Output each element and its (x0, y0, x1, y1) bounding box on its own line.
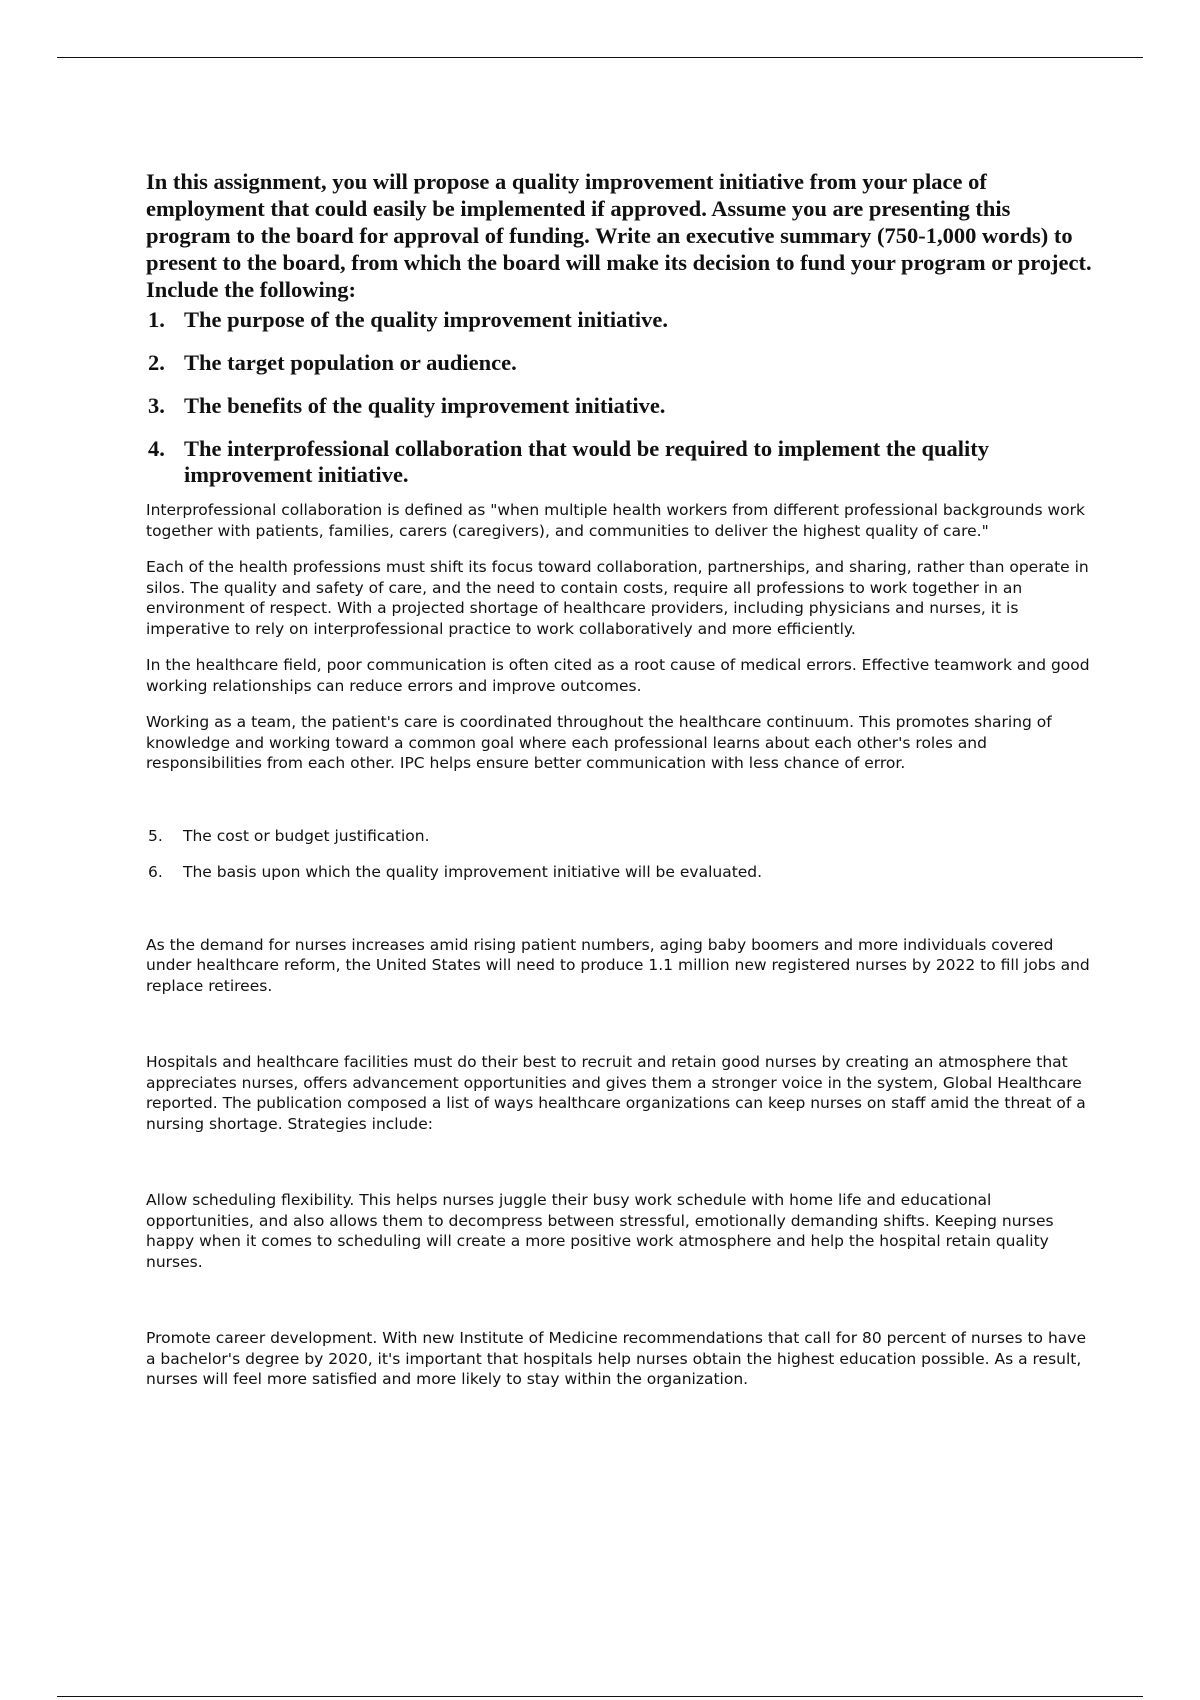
list-item-text: The target population or audience. (184, 350, 517, 375)
nurse-demand-paragraph: As the demand for nurses increases amid rising patient numbers, aging baby boomers and more individuals covered under healthcare reform, the United States will need to produce 1.1 million new registered nurses by 2022 to fill jobs and replace retirees. (146, 935, 1090, 995)
ipc-teamwork-paragraph: Working as a team, the patient's care is coordinated throughout the healthcare continuum. This promotes sharing of knowledge and working toward a common goal where each professional learns about each other's roles and responsibilities from each other. IPC helps ensure better communication with less chance of error. (146, 713, 1052, 772)
top-rule (57, 57, 1143, 58)
ipc-communication-paragraph: In the healthcare field, poor communication is often cited as a root cause of medical errors. Effective teamwork and good working relationships can reduce errors and improve outcomes. (146, 656, 1090, 695)
ipc-definition-paragraph: Interprofessional collaboration is defined as "when multiple health workers from different professional backgrounds work together with patients, families, carers (caregivers), and communities to deliver the highest quality of care." (146, 501, 1086, 540)
assignment-intro: In this assignment, you will propose a quality improvement initiative from your place of employment that could easily be implemented if approved. Assume you are presenting this program to the board for approval of funding. Write an executive summary (750-1,000 words) to present to the board, from which the board will make its decision to fund your program or project. Include the following: (146, 169, 1092, 302)
requirements-list-plain (146, 826, 1096, 883)
list-number: 2. (148, 350, 165, 375)
list-item-text: The benefits of the quality improvement initiative. (184, 393, 666, 418)
list-item-text: The purpose of the quality improvement initiative. (184, 307, 668, 332)
list-item (146, 862, 1096, 883)
list-number: 5. (148, 826, 163, 845)
list-item (146, 307, 1096, 333)
list-item (146, 436, 1096, 488)
list-item-text: The interprofessional collaboration that would be required to implement the quality improvement initiative. (184, 436, 990, 487)
requirements-list-bold (146, 307, 1096, 488)
list-item (146, 350, 1096, 376)
nurse-retention-paragraph: Hospitals and healthcare facilities must do their best to recruit and retain good nurses by creating an atmosphere that appreciates nurses, offers advancement opportunities and gives them a stronger voice in the system, Global Healthcare reported. The publication composed a list of ways healthcare organizations can keep nurses on staff amid the threat of a nursing shortage. Strategies include: (146, 1053, 1086, 1133)
career-development-paragraph: Promote career development. With new Institute of Medicine recommendations that call for 80 percent of nurses to have a bachelor's degree by 2020, it's important that hospitals help nurses obtain the highest education possible. As a result, nurses will feel more satisfied and more likely to stay within the organization. (146, 1329, 1086, 1388)
document-body (146, 168, 1096, 1390)
list-number: 4. (148, 436, 165, 461)
list-number: 6. (148, 863, 163, 881)
scheduling-flexibility-paragraph: Allow scheduling flexibility. This helps nurses juggle their busy work schedule with home life and educational opportunities, and also allows them to decompress between stressful, emotionally demanding shifts. Keeping nurses happy when it comes to scheduling will create a more positive work atmosphere and help the hospital retain quality nurses. (146, 1191, 1054, 1271)
list-item-text: The cost or budget justification. (183, 826, 430, 845)
list-number: 1. (148, 307, 165, 332)
list-number: 3. (148, 393, 165, 418)
list-item (146, 393, 1096, 419)
bottom-rule (57, 1696, 1143, 1697)
ipc-shift-paragraph: Each of the health professions must shift its focus toward collaboration, partnerships, and sharing, rather than operate in silos. The quality and safety of care, and the need to contain costs, require all professions to work together in an environment of respect. With a projected shortage of healthcare providers, including physicians and nurses, it is imperative to rely on interprofessional practice to work collaboratively and more efficiently. (146, 558, 1089, 638)
list-item (146, 826, 1096, 847)
list-item-text: The basis upon which the quality improvement initiative will be evaluated. (183, 863, 763, 881)
